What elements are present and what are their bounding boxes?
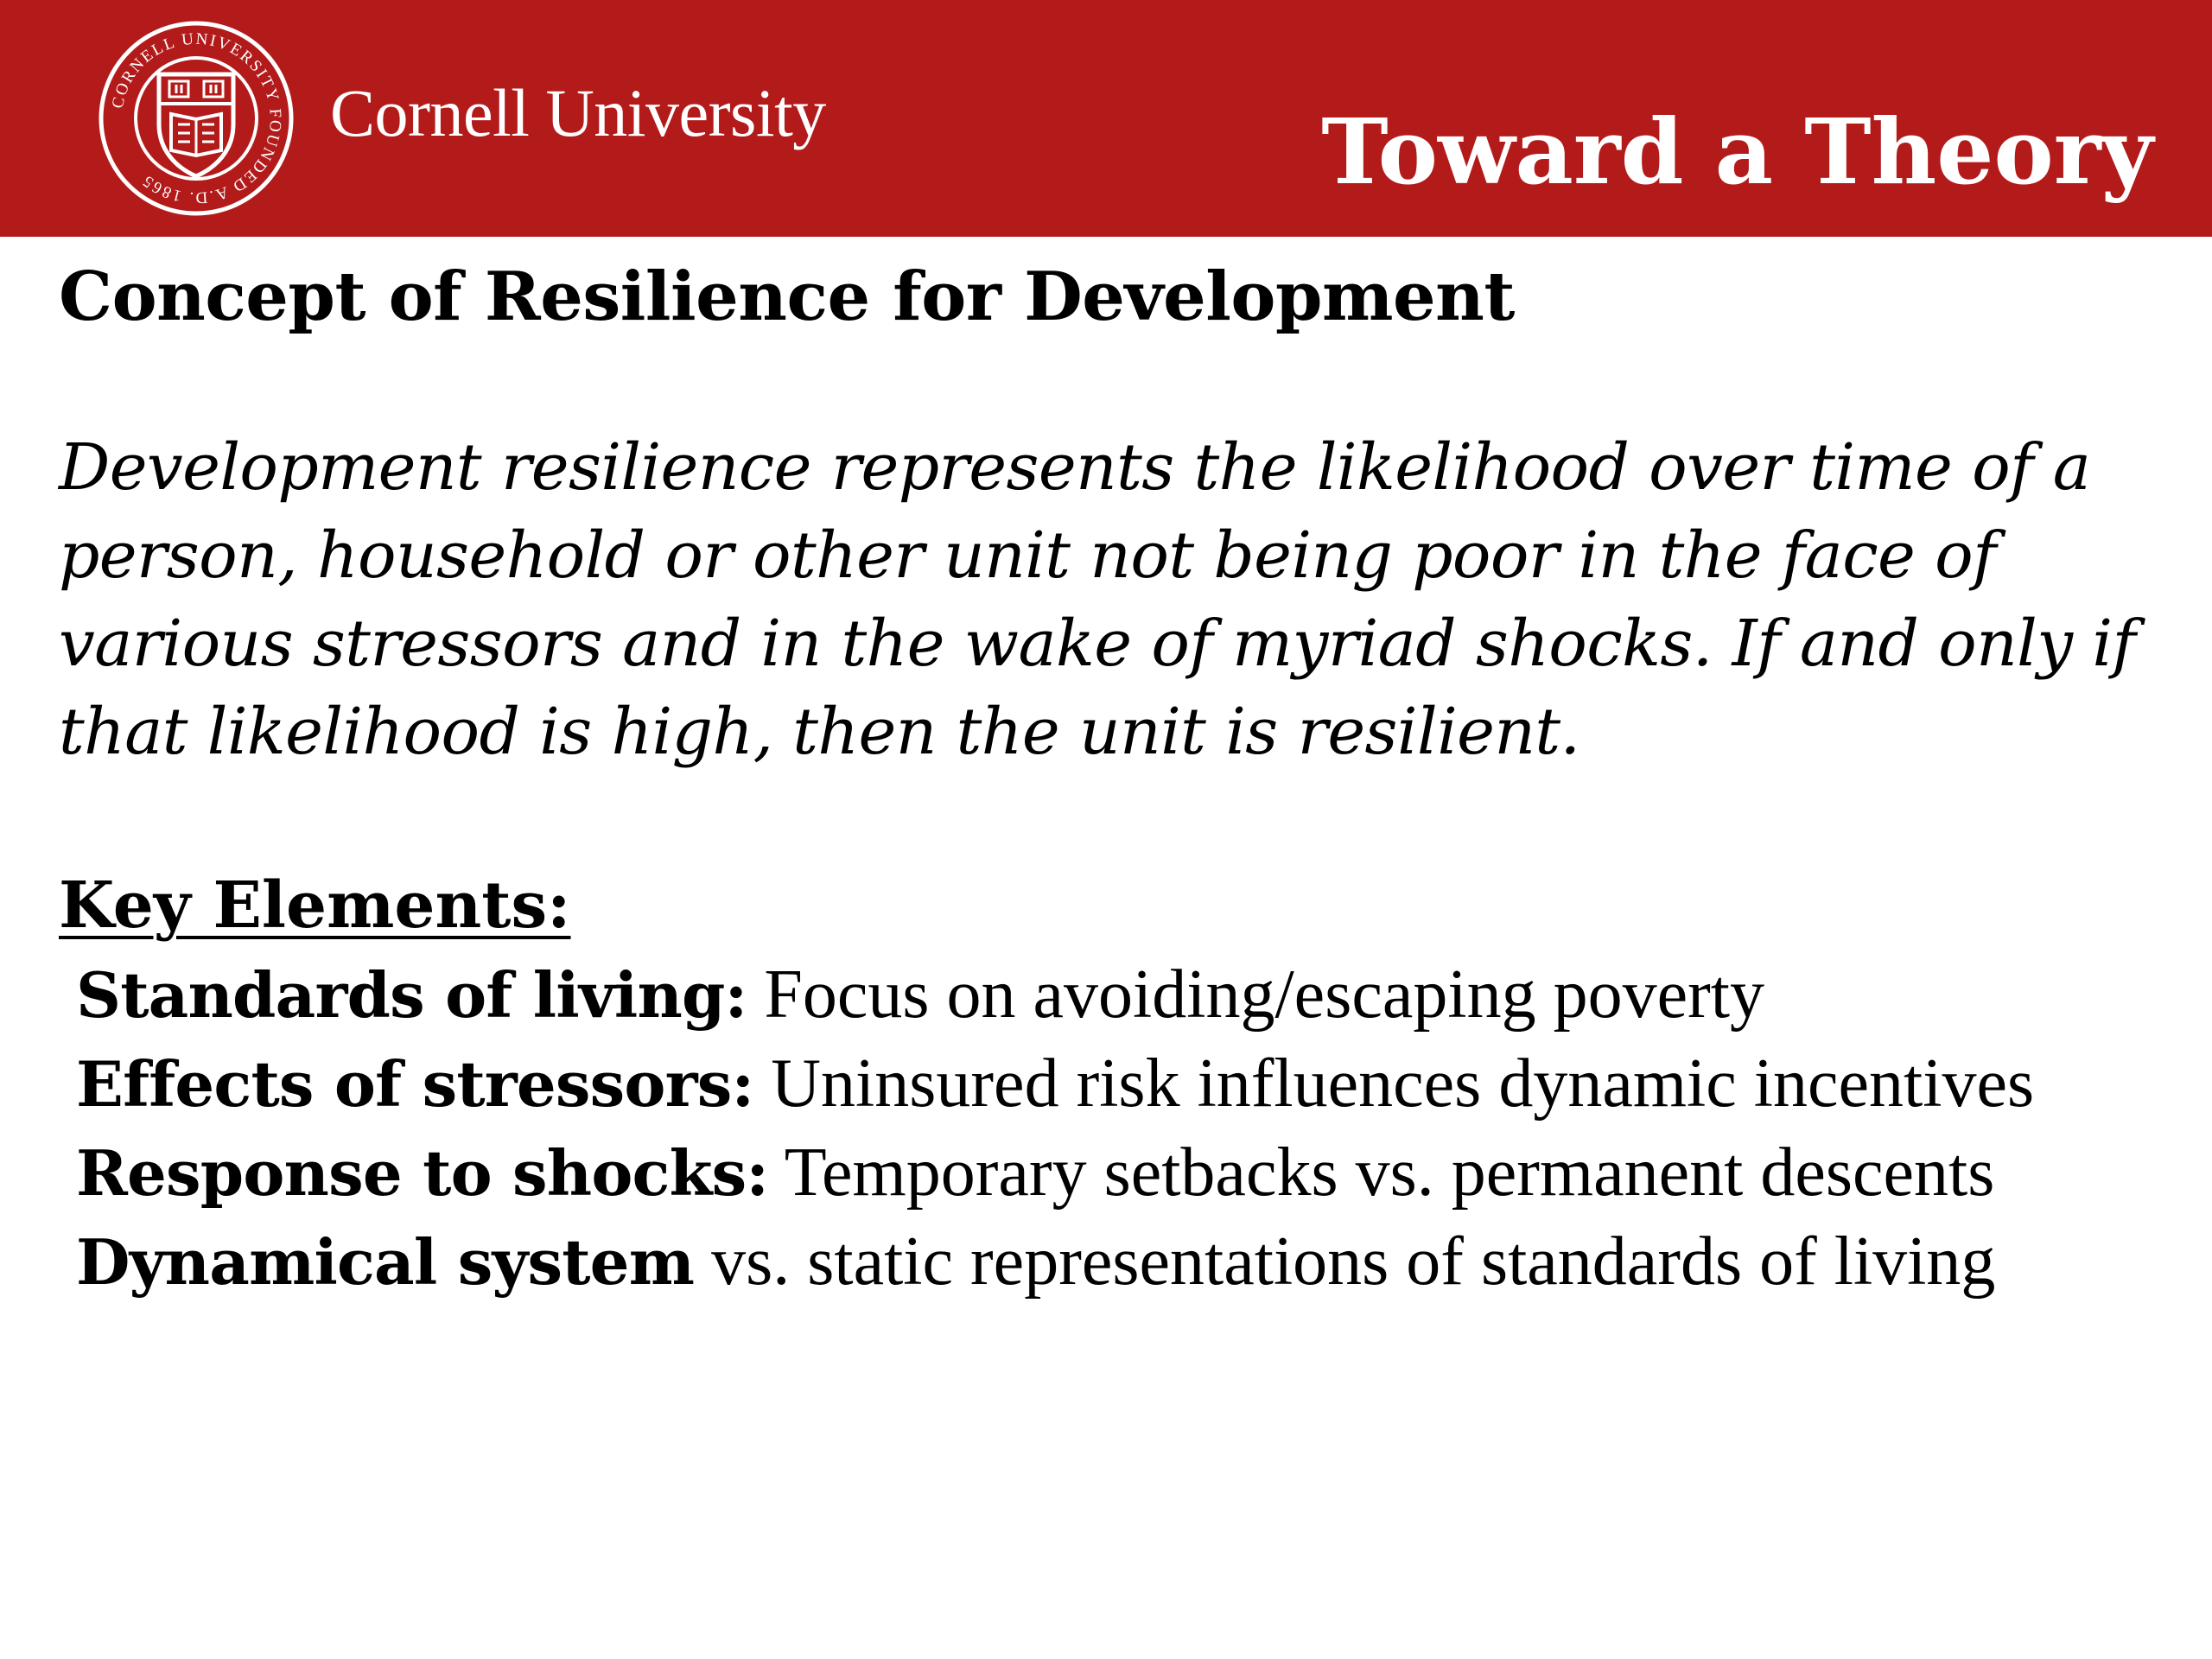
key-element-item (76, 950, 2167, 1039)
definition-paragraph: Development resilience represents the likelihood over time of a person, household or other unit not being poor in the face of various stressors and in the wake of myriad shocks. If and only if that likelihood is high, then the unit is resilient. (59, 430, 2136, 769)
key-element-item (76, 1039, 2167, 1128)
key-element-text: vs. static representations of standards of living (694, 1224, 1996, 1300)
slide-content (59, 257, 2167, 1306)
key-elements-heading: Key Elements: (59, 868, 571, 943)
section-heading: Concept of Resilience for Development (59, 257, 1515, 336)
header-bar (0, 0, 2212, 237)
university-name: Cornell University (330, 75, 826, 150)
key-element-term: Effects of stressors: (76, 1047, 754, 1121)
key-element-item (76, 1217, 2167, 1306)
key-element-text: Focus on avoiding/escaping poverty (747, 957, 1764, 1033)
key-element-text: Uninsured risk influences dynamic incentives (753, 1046, 2035, 1122)
key-element-text: Temporary setbacks vs. permanent descents (768, 1135, 1995, 1211)
key-element-term: Dynamical system (76, 1225, 695, 1299)
key-element-term: Standards of living: (76, 958, 747, 1032)
seal-ring-text: CORNELL UNIVERSITY FOUNDED A.D. 1865 (108, 29, 285, 207)
key-elements-list (59, 950, 2167, 1306)
key-element-item (76, 1128, 2167, 1217)
slide-title: Toward a Theory (1321, 99, 2153, 205)
cornell-seal-icon (99, 21, 294, 216)
key-element-term: Response to shocks: (76, 1136, 769, 1210)
